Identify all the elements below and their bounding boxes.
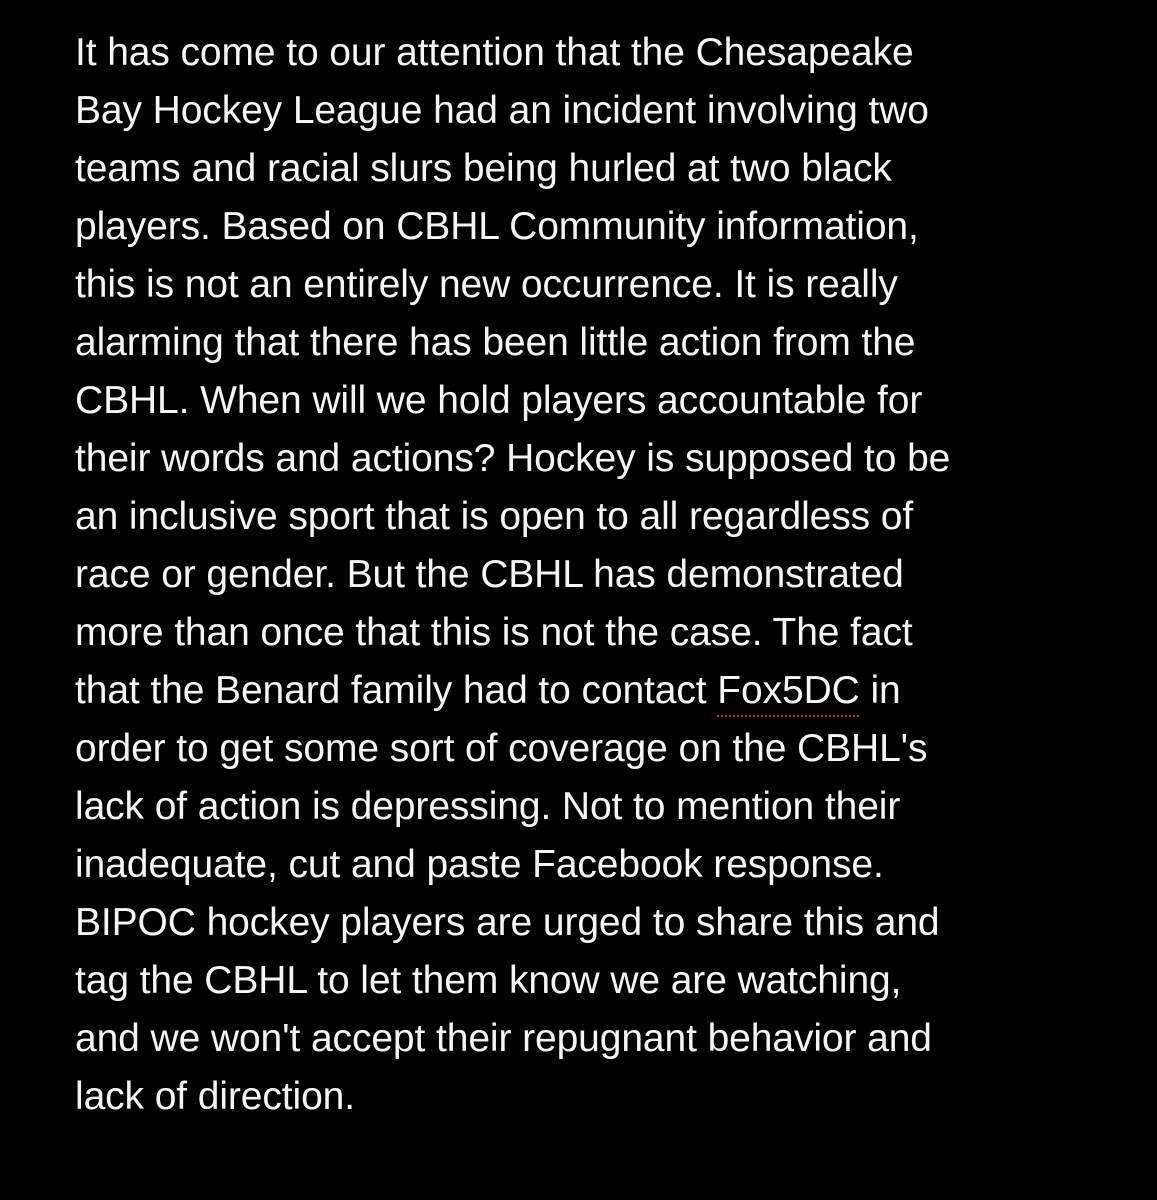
fox5dc-link[interactable]: Fox5DC [717,669,860,712]
note-line: BIPOC hockey players are urged to share this and [75,901,940,944]
note-line-text: that the Benard family had to contact [75,669,718,712]
note-line: players. Based on CBHL Community information, [75,205,919,248]
note-line: lack of action is depressing. Not to mention their [75,785,901,828]
note-line: teams and racial slurs being hurled at two black [75,147,892,190]
note-line: It has come to our attention that the Chesapeake [75,31,914,74]
note-line: lack of direction. [75,1075,355,1118]
note-line: and we won't accept their repugnant behavior and [75,1017,932,1060]
note-text [75,24,1085,1126]
note-line: CBHL. When will we hold players accountable for [75,379,923,422]
note-line: order to get some sort of coverage on the CBHL's [75,727,928,770]
note-line-with-link [75,662,1085,720]
note-line: inadequate, cut and paste Facebook response. [75,843,884,886]
note-line: an inclusive sport that is open to all regardless of [75,495,914,538]
note-line: more than once that this is not the case. The fact [75,611,913,654]
note-line: race or gender. But the CBHL has demonstrated [75,553,904,596]
note-line: tag the CBHL to let them know we are watching, [75,959,902,1002]
note-line: Bay Hockey League had an incident involving two [75,89,929,132]
note-line: their words and actions? Hockey is supposed to be [75,437,951,480]
note-line: this is not an entirely new occurrence. It is really [75,263,898,306]
note-line-text: in [859,669,901,712]
note-line: alarming that there has been little action from the [75,321,916,364]
